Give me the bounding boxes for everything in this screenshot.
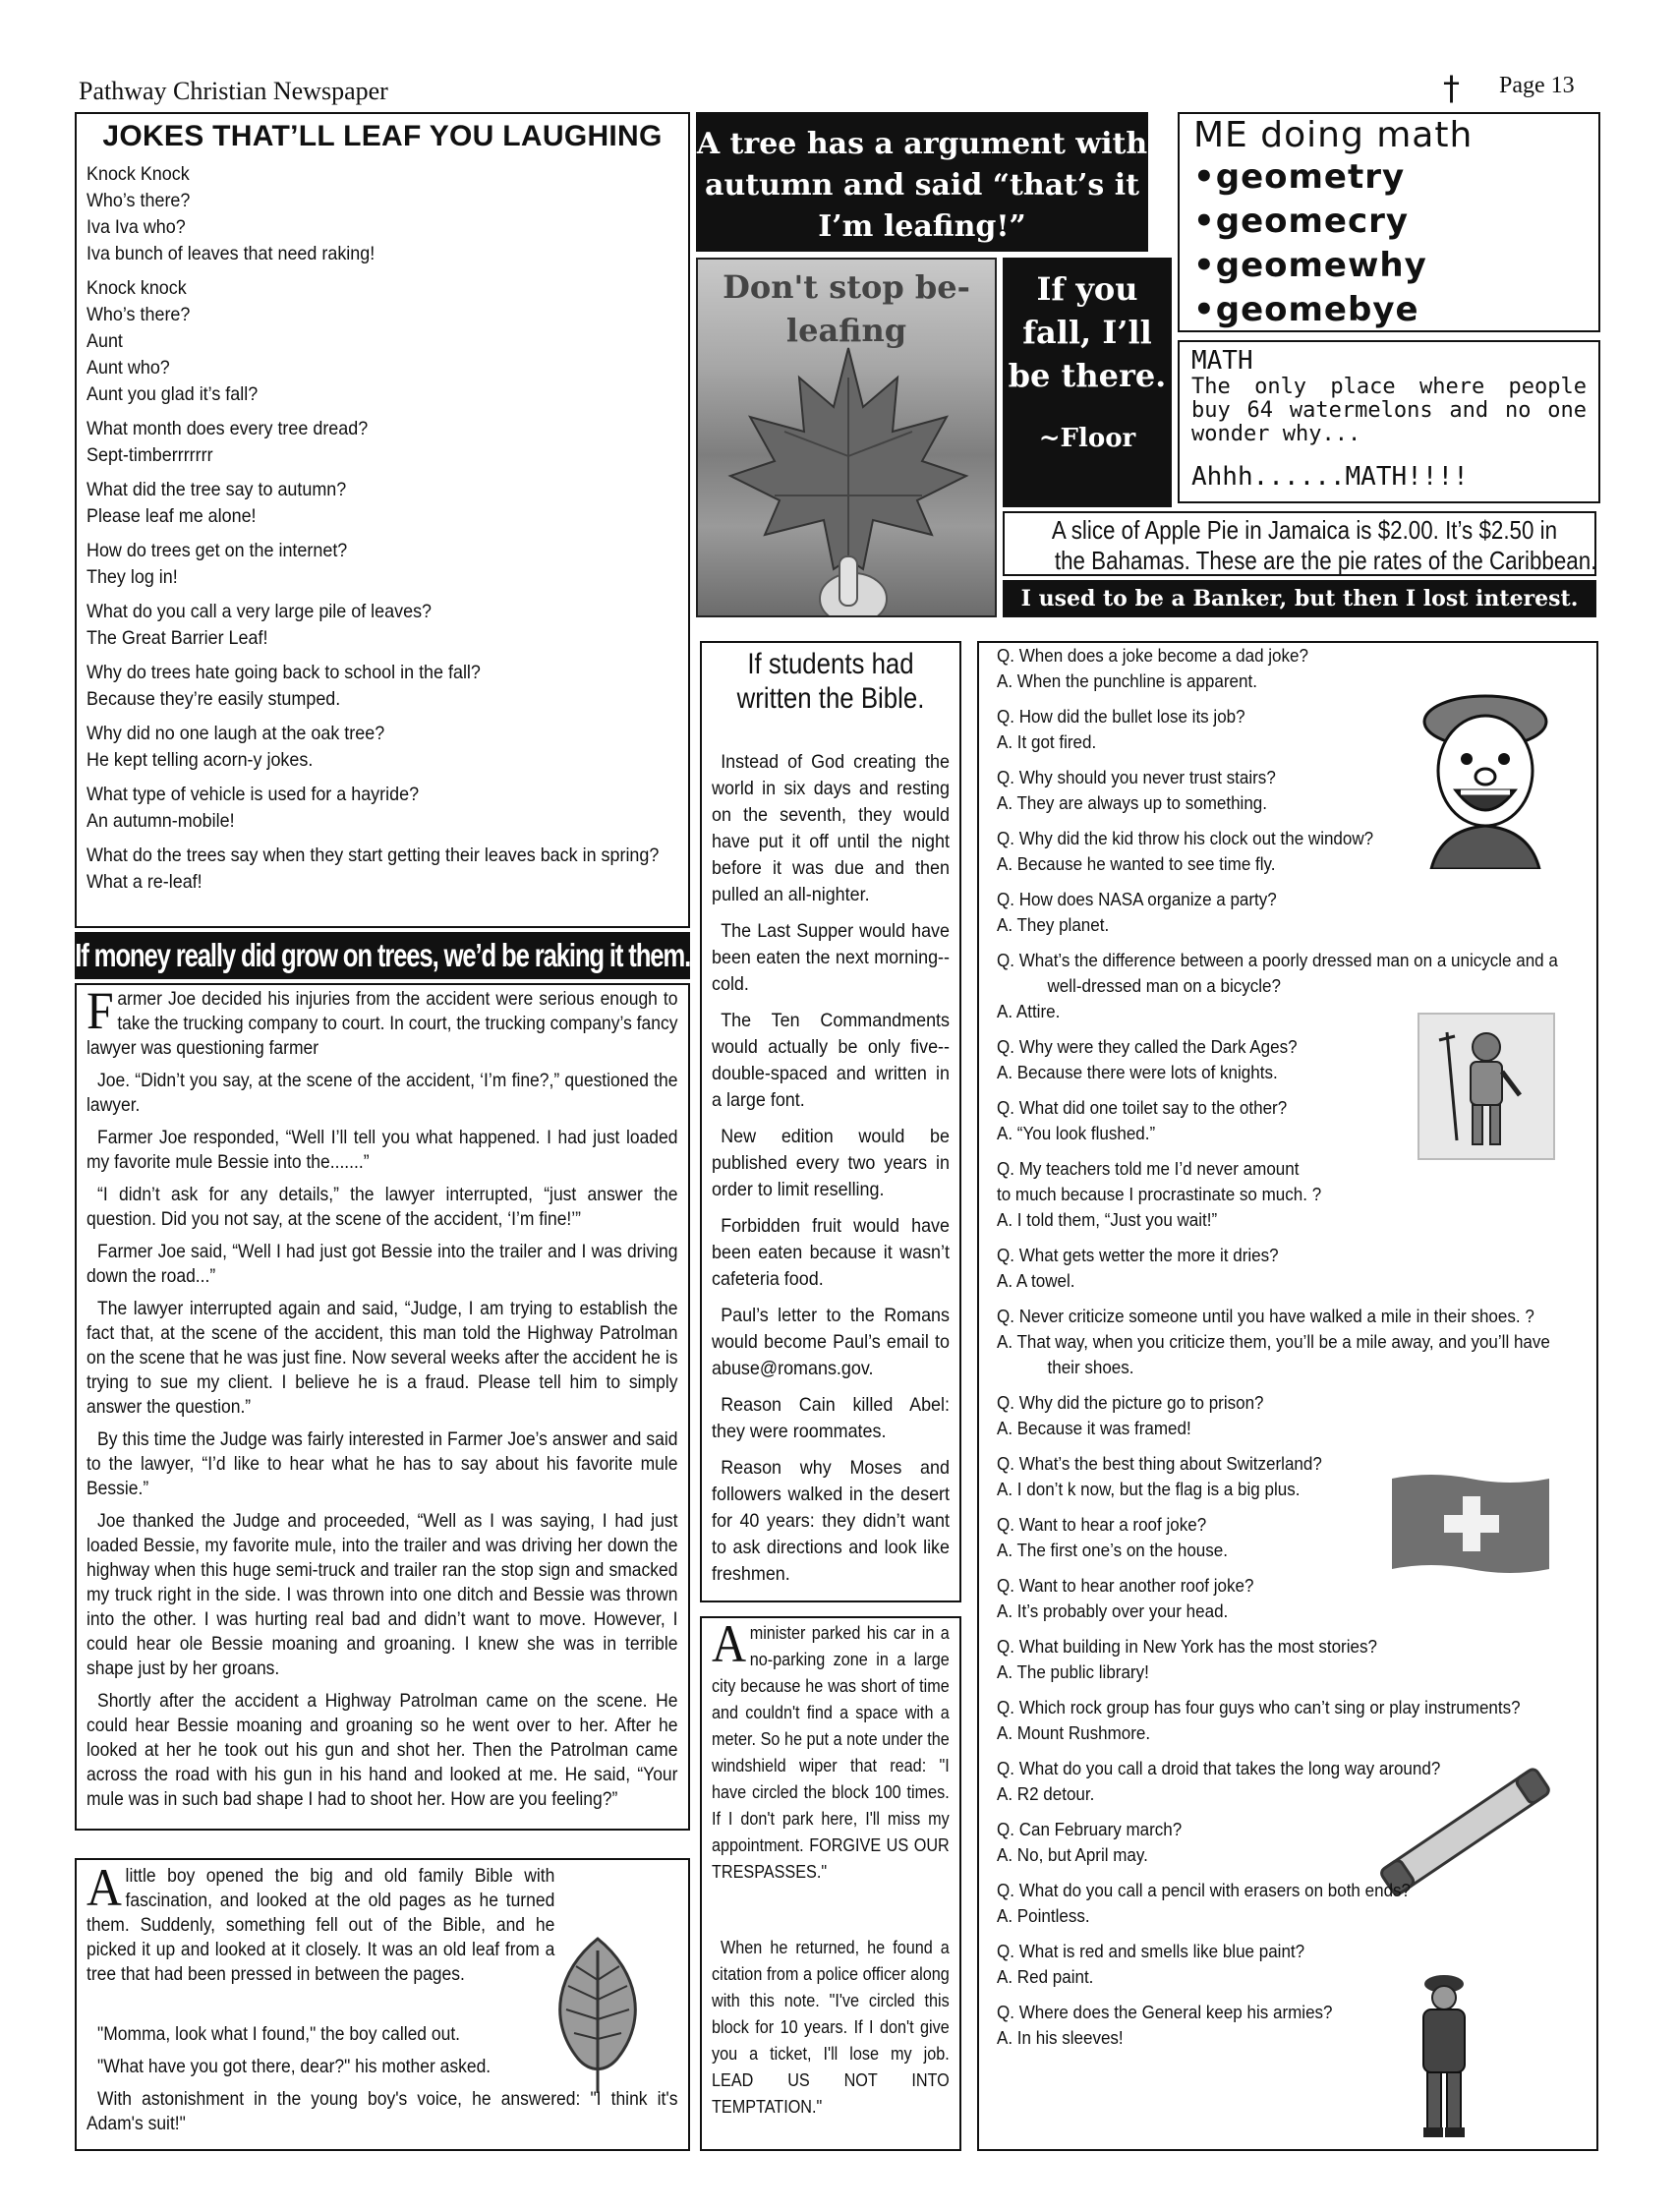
- qa-line: A. They planet.: [997, 914, 1110, 935]
- farmer-joe-paragraph: [87, 981, 678, 1061]
- floor-joke-text: If you fall, I’ll be there.: [1008, 270, 1167, 394]
- math-list-item: •geometry: [1193, 157, 1406, 197]
- me-doing-math-box: [1178, 112, 1600, 332]
- qa-line: Q. What’s the best thing about Switzerland?: [997, 1453, 1322, 1474]
- little-boy-paragraph: [87, 2055, 522, 2079]
- joke-item: [87, 599, 674, 652]
- farmer-joe-story: [75, 983, 690, 1831]
- minister-story: [700, 1616, 961, 2151]
- little-boy-paragraph: [87, 2022, 522, 2047]
- paragraph-text: "What have you got there, dear?" his mother asked.: [97, 2057, 492, 2077]
- students-bible-list: [712, 749, 950, 1588]
- joke-line: How do trees get on the internet?: [87, 540, 348, 561]
- little-boy-paragraph: [87, 2087, 677, 2136]
- joke-item: [87, 161, 674, 267]
- paragraph-text: minister parked his car in a no-parking zone in a large city because he was short of time and couldn't find a space with a meter. So he put a note under the windshield wiper that read: "I have circled the block 100 times. If I don't park here, I'll miss my appointment. FORGIVE US OUR TRESPASSES.": [712, 1623, 950, 1882]
- money-trees-text: If money really did grow on trees, we’d be raking it them.: [75, 937, 690, 973]
- minister-paragraph: [712, 1614, 950, 1886]
- apple-pie-joke: [1003, 511, 1596, 576]
- joke-line: What did the tree say to autumn?: [87, 479, 347, 500]
- students-bible-box: [700, 641, 961, 1602]
- qa-item: [997, 1304, 1575, 1380]
- joke-line: Aunt: [87, 330, 123, 352]
- math-list-items: [1193, 155, 1585, 332]
- qa-line: Q. Want to hear another roof joke?: [997, 1575, 1254, 1596]
- leaf-jokes-list: [87, 161, 678, 896]
- joke-item: [87, 477, 674, 530]
- qa-line: A. It’s probably over your head.: [997, 1601, 1229, 1621]
- joke-line: Because they’re easily stumped.: [87, 688, 341, 710]
- students-bible-paragraph: Instead of God creating the world in six days and resting on the seventh, they would have put it off until the night before it was due and then pulled an all-nighter.: [712, 751, 951, 905]
- students-bible-paragraph: Paul’s letter to the Romans would become Paul’s email to abuse@romans.gov.: [712, 1305, 951, 1379]
- qa-item: [997, 1390, 1575, 1441]
- qa-line: A. I don’t k now, but the flag is a big plus.: [997, 1479, 1301, 1499]
- farmer-joe-paragraph: [87, 1297, 677, 1420]
- qa-line: A. Because he wanted to see time fly.: [997, 853, 1276, 874]
- qa-item: [997, 1939, 1575, 1990]
- farmer-joe-paragraph: [87, 1069, 677, 1118]
- joke-line: Why did no one laugh at the oak tree?: [87, 723, 385, 744]
- paragraph-text: Farmer Joe responded, “Well I’ll tell you what happened. I had just loaded my favorite mule Bessie into the.......”: [87, 1128, 678, 1173]
- joke-item: [87, 782, 674, 835]
- math-definition-box: [1178, 340, 1600, 503]
- little-boy-paragraph: [87, 1858, 555, 1987]
- joke-line: The Great Barrier Leaf!: [87, 627, 268, 649]
- joke-item: [87, 843, 674, 896]
- qa-line: Q. Never criticize someone until you have walked a mile in their shoes. ?: [997, 1306, 1534, 1326]
- joke-item: [87, 275, 674, 408]
- joke-line: Who’s there?: [87, 304, 191, 325]
- qa-line: A. I told them, “Just you wait!”: [997, 1209, 1218, 1230]
- floor-joke-box: [1003, 258, 1172, 507]
- qa-line: A. Red paint.: [997, 1966, 1094, 1987]
- qa-item: [997, 948, 1575, 1024]
- students-bible-paragraph: Reason Cain killed Abel: they were roommates.: [712, 1394, 951, 1442]
- paragraph-text: Shortly after the accident a Highway Patrolman came on the scene. He could hear Bessie moaning and groaning so he went over to her. After he looked at her he took out his gun and shot her. Then the Patrolman came across the road with his gun in his hand and looked at me. He said, “Your mule was in such bad shape I had to shoot her. How are you feeling?”: [87, 1691, 678, 1810]
- leaf-jokes-title: JOKES THAT’LL LEAF YOU LAUGHING: [102, 120, 663, 152]
- paragraph-text: "Momma, look what I found," the boy called out.: [97, 2024, 461, 2045]
- banker-joke-banner: I used to be a Banker, but then I lost interest.: [1003, 580, 1596, 617]
- qa-line: A. Mount Rushmore.: [997, 1722, 1151, 1743]
- farmer-joe-paragraph: [87, 1509, 677, 1681]
- students-bible-title: If students had written the Bible.: [736, 648, 925, 715]
- qa-item: [997, 1817, 1575, 1868]
- qa-line: Q. How does NASA organize a party?: [997, 889, 1277, 909]
- joke-line: He kept telling acorn-y jokes.: [87, 749, 314, 771]
- qa-line: A. No, but April may.: [997, 1844, 1148, 1865]
- students-bible-paragraph: The Ten Commandments would actually be only five--double-spaced and written in a large font.: [712, 1010, 951, 1111]
- apple-pie-line-2: the Bahamas. These are the pie rates of the Caribbean.: [1054, 546, 1597, 575]
- joke-line: What type of vehicle is used for a hayride?: [87, 784, 420, 805]
- leaf-jokes-box: [75, 112, 690, 928]
- qa-item: [997, 1156, 1575, 1233]
- qa-line: Q. What do you call a pencil with erasers on both ends?: [997, 1880, 1412, 1900]
- qa-line: Q. Why should you never trust stairs?: [997, 767, 1276, 787]
- qa-line: Q. What did one toilet say to the other?: [997, 1097, 1288, 1118]
- qa-line: Q. Why were they called the Dark Ages?: [997, 1036, 1298, 1057]
- qa-item: [997, 1512, 1575, 1563]
- joke-line: What do you call a very large pile of leaves?: [87, 601, 433, 622]
- joke-line: Why do trees hate going back to school in the fall?: [87, 662, 481, 683]
- qa-line: Q. Where does the General keep his armies?: [997, 2002, 1333, 2022]
- paragraph-text: The lawyer interrupted again and said, “Judge, I am trying to establish the fact that, at the scene of the accident, this man told the Highway Patrolman on the scene that he was just fine. Now several weeks after the accident he is trying to sue my client. I believe he is a fraud. Please tell him to simply answer the question.”: [87, 1299, 678, 1418]
- qa-line: Q. What is red and smells like blue paint?: [997, 1941, 1305, 1961]
- qa-line: Q. When does a joke become a dad joke?: [997, 645, 1308, 666]
- floor-signature: ~Floor: [1038, 424, 1136, 453]
- qa-line: A. Because it was framed!: [997, 1418, 1191, 1438]
- qa-line: A. They are always up to something.: [997, 792, 1267, 813]
- joke-line: They log in!: [87, 566, 178, 588]
- drop-cap: F: [87, 981, 114, 1040]
- farmer-joe-paragraph: [87, 1427, 677, 1501]
- qa-line: A. A towel.: [997, 1270, 1075, 1291]
- qa-line: Q. What do you call a droid that takes the long way around?: [997, 1758, 1441, 1778]
- joke-line: Iva bunch of leaves that need raking!: [87, 243, 376, 264]
- qa-item: [997, 643, 1575, 694]
- students-bible-paragraph: New edition would be published every two years in order to limit reselling.: [712, 1126, 951, 1200]
- qa-item: [997, 1756, 1575, 1807]
- general-illustration: [1400, 1966, 1488, 2143]
- math-list-item: •geomewhy: [1193, 246, 1427, 285]
- math-definition-body: The only place where people buy 64 watermelons and no one wonder why...: [1191, 375, 1587, 446]
- qa-line: A. R2 detour.: [997, 1783, 1095, 1804]
- joke-line: What a re-leaf!: [87, 871, 203, 893]
- drop-cap: A: [87, 1858, 122, 1917]
- apple-pie-line-1: A slice of Apple Pie in Jamaica is $2.00. It’s $2.50 in: [1051, 515, 1558, 545]
- qa-line: Q. What building in New York has the most stories?: [997, 1636, 1377, 1657]
- joke-item: [87, 416, 674, 469]
- qa-item: [997, 1573, 1575, 1624]
- paragraph-text: By this time the Judge was fairly interested in Farmer Joe’s answer and said to the lawyer, “I’d like to hear what he has to say about his favorite mule Bessie.”: [87, 1429, 678, 1499]
- qa-item: [997, 1695, 1575, 1746]
- qa-item: [997, 887, 1575, 938]
- paragraph-text: “I didn’t ask for any details,” the lawyer interrupted, “just answer the question. Did you not say, at the scene of the accident, ‘I’m fine!’”: [87, 1185, 678, 1230]
- math-list-item: •geomebye: [1193, 290, 1419, 329]
- qa-line: Q. Which rock group has four guys who can’t sing or play instruments?: [997, 1697, 1521, 1717]
- paragraph-text: With astonishment in the young boy's voice, he answered: "I think it's Adam's suit!": [87, 2089, 678, 2134]
- qa-item: [997, 1095, 1575, 1146]
- leaf-icon: [539, 1931, 657, 2098]
- joke-item: [87, 721, 674, 774]
- joke-line: What do the trees say when they start getting their leaves back in spring?: [87, 844, 660, 866]
- joke-line: Sept-timberrrrrrr: [87, 444, 213, 466]
- joke-line: Knock Knock: [87, 163, 190, 185]
- cross-icon: †: [1443, 69, 1460, 108]
- joke-line: Who’s there?: [87, 190, 191, 211]
- paragraph-text: Joe. “Didn’t you say, at the scene of the accident, ‘I’m fine?,” questioned the lawyer.: [87, 1071, 678, 1116]
- joke-line: What month does every tree dread?: [87, 418, 369, 439]
- maple-leaf-icon: [716, 338, 981, 617]
- joke-item: [87, 660, 674, 713]
- joke-line: Iva Iva who?: [87, 216, 186, 238]
- qa-jokes-column: [977, 641, 1598, 2151]
- joke-line: Knock knock: [87, 277, 187, 299]
- qa-line: A. Pointless.: [997, 1905, 1090, 1926]
- qa-item: [997, 1878, 1575, 1929]
- qa-item: [997, 1243, 1575, 1294]
- farmer-joe-paragraph: [87, 1240, 677, 1289]
- students-bible-paragraph: The Last Supper would have been eaten the next morning--cold.: [712, 920, 951, 995]
- masthead: Pathway Christian Newspaper: [79, 77, 388, 105]
- qa-item: [997, 1034, 1575, 1085]
- qa-line: to much because I procrastinate so much. ?: [997, 1184, 1322, 1204]
- autumn-argument-banner: A tree has a argument with autumn and said “that’s it I’m leafing!”: [696, 112, 1148, 252]
- qa-item: [997, 1634, 1575, 1685]
- farmer-joe-paragraph: [87, 1126, 677, 1175]
- joke-line: Aunt who?: [87, 357, 170, 378]
- qa-line: Q. What’s the difference between a poorly dressed man on a unicycle and a: [997, 950, 1558, 970]
- qa-line: Q. Why did the picture go to prison?: [997, 1392, 1264, 1413]
- qa-jokes-list: [997, 643, 1579, 2051]
- qa-item: [997, 826, 1575, 877]
- drop-cap: A: [712, 1614, 747, 1673]
- qa-line: Q. Want to hear a roof joke?: [997, 1514, 1207, 1535]
- joke-item: [87, 538, 674, 591]
- qa-line: A. When the punchline is apparent.: [997, 670, 1257, 691]
- qa-line: A. In his sleeves!: [997, 2027, 1124, 2048]
- me-doing-math-title: ME doing math: [1193, 115, 1474, 155]
- qa-line: A. It got fired.: [997, 731, 1097, 752]
- joke-line: Please leaf me alone!: [87, 505, 257, 527]
- farmer-joe-paragraph: [87, 1689, 677, 1812]
- paragraph-text: When he returned, he found a citation from a police officer along with this note. "I've circled this block for 10 years. If I don't give you a ticket, I'll lose my job. LEAD US NOT INTO TEMPTATION.": [712, 1938, 950, 2117]
- qa-line: Q. How did the bullet lose its job?: [997, 706, 1245, 727]
- money-trees-banner: [75, 932, 690, 979]
- little-boy-story: [75, 1858, 690, 2151]
- math-definition-title: MATH: [1191, 346, 1253, 376]
- qa-line: Q. What gets wetter the more it dries?: [997, 1245, 1279, 1265]
- qa-line: Q. My teachers told me I’d never amount: [997, 1158, 1300, 1179]
- paragraph-text: Joe thanked the Judge and proceeded, “Well as I was saying, I had just loaded Bessie, my favorite mule, into the trailer and was driving her down the highway when this huge semi-truck and trailer ran the stop sign and smacked my truck right in the side. I was thrown into one ditch and Bessie was thrown into the other. I was hurting real bad and didn’t want to move. However, I could hear ole Bessie moaning and groaning. I knew she was in terrible shape just by her groans.: [87, 1511, 678, 1679]
- qa-item: [997, 765, 1575, 816]
- qa-line: Q. Why did the kid throw his clock out the window?: [997, 828, 1374, 848]
- joke-line: Aunt you glad it’s fall?: [87, 383, 259, 405]
- math-definition-punchline: Ahhh......MATH!!!!: [1191, 462, 1469, 492]
- qa-line: well-dressed man on a bicycle?: [1047, 975, 1281, 996]
- qa-item: [997, 704, 1575, 755]
- qa-line: Q. Can February march?: [997, 1819, 1183, 1839]
- page-number: Page 13: [1499, 73, 1575, 98]
- qa-line: their shoes.: [1047, 1357, 1134, 1377]
- students-bible-paragraph: Forbidden fruit would have been eaten because it wasn’t cafeteria food.: [712, 1215, 951, 1290]
- qa-line: A. Because there were lots of knights.: [997, 1062, 1278, 1082]
- joke-line: An autumn-mobile!: [87, 810, 235, 832]
- minister-paragraph: [712, 1935, 950, 2121]
- maple-leaf-photo: [696, 258, 997, 617]
- qa-line: A. The public library!: [997, 1661, 1149, 1682]
- math-list-item: •geomecry: [1193, 202, 1410, 241]
- qa-line: A. Attire.: [997, 1001, 1061, 1021]
- paragraph-text: Farmer Joe said, “Well I had just got Bessie into the trailer and I was driving down the road...”: [87, 1242, 678, 1287]
- students-bible-paragraph: Reason why Moses and followers walked in the desert for 40 years: they didn’t want to ask directions and look like freshmen.: [712, 1457, 951, 1585]
- qa-item: [997, 2000, 1575, 2051]
- qa-line: A. The first one’s on the house.: [997, 1540, 1228, 1560]
- qa-line: A. “You look flushed.”: [997, 1123, 1156, 1143]
- paragraph-text: armer Joe decided his injuries from the accident were serious enough to take the trucking company to court. In court, the trucking company’s fancy lawyer was questioning farmer: [87, 989, 678, 1059]
- paragraph-text: little boy opened the big and old family Bible with fascination, and looked at the old pages as he turned them. Suddenly, something fell out of the Bible, and he picked it up and looked at it closely. It was an old leaf from a tree that had been pressed in between the pages.: [87, 1866, 555, 1985]
- qa-item: [997, 1451, 1575, 1502]
- qa-line: A. That way, when you criticize them, you’ll be a mile away, and you’ll have: [997, 1331, 1550, 1352]
- leaf-photo-caption: Don't stop be-leafing: [723, 268, 970, 349]
- farmer-joe-paragraph: [87, 1183, 677, 1232]
